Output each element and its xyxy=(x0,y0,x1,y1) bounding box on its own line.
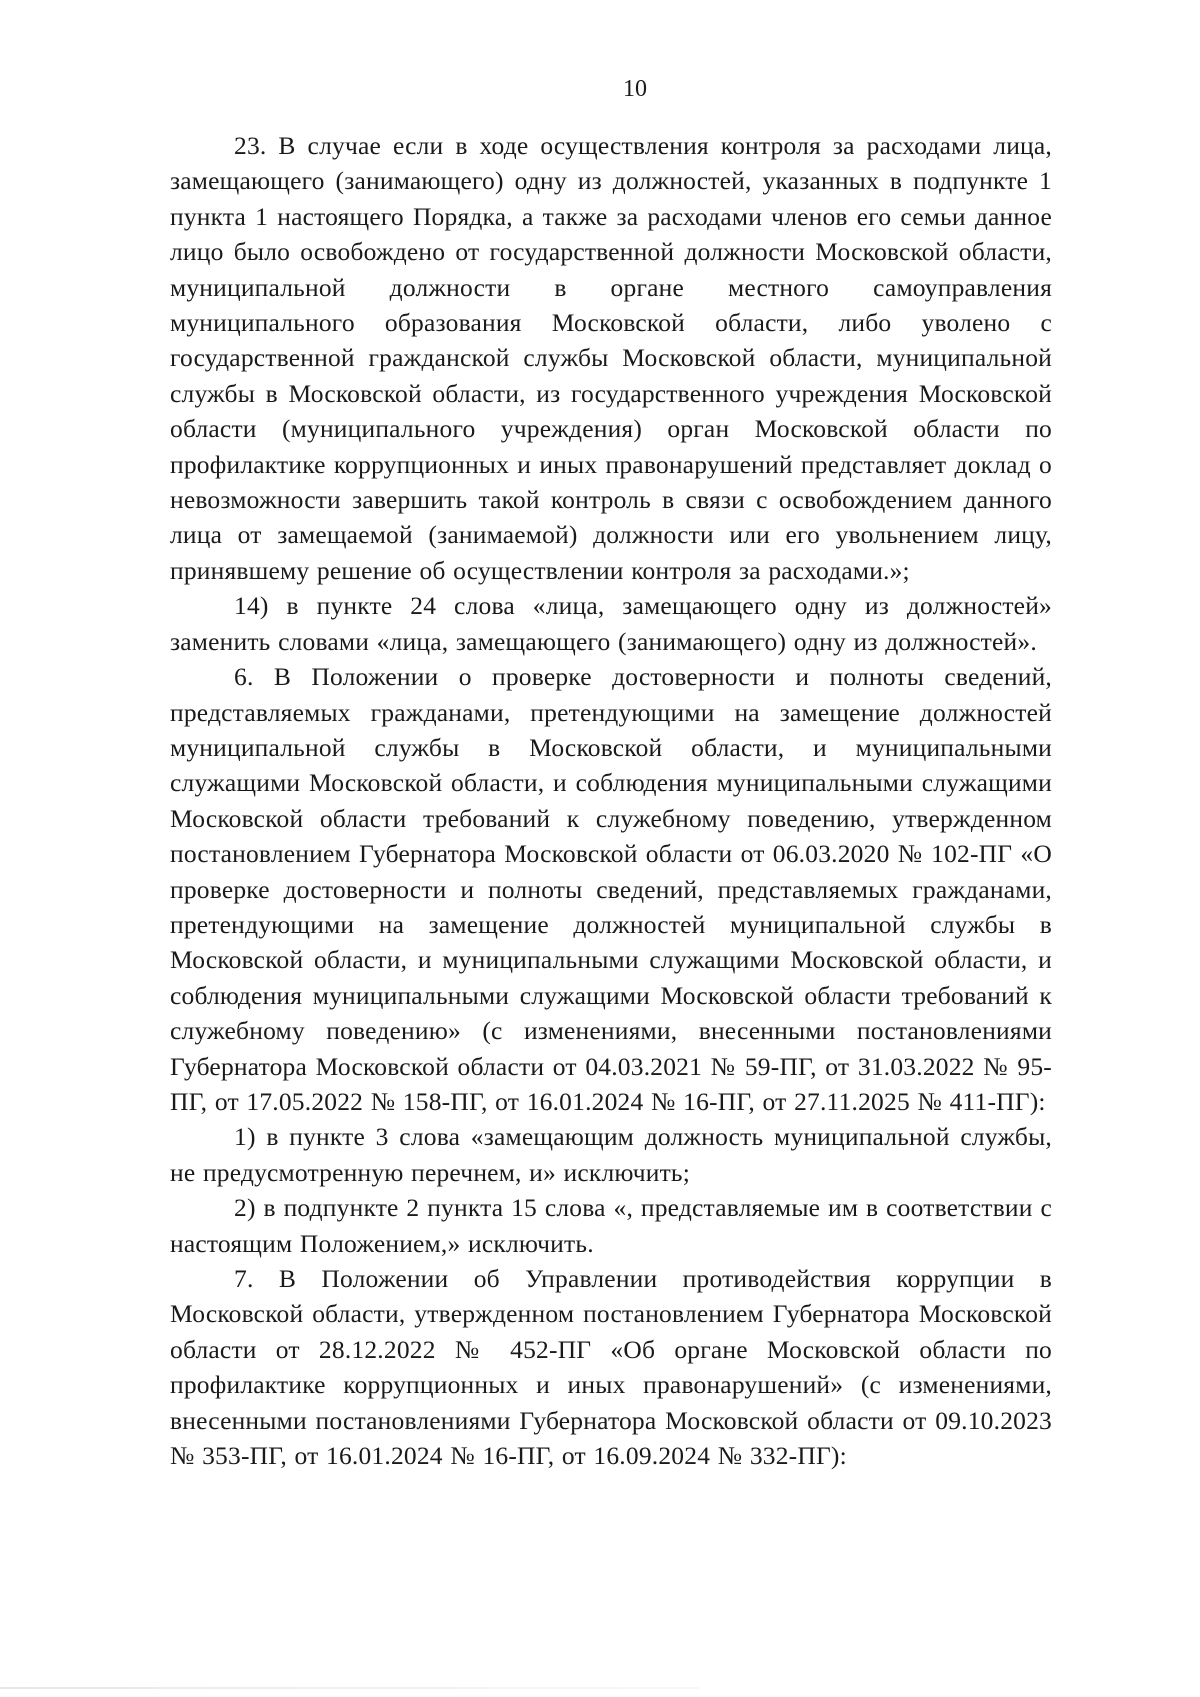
scan-edge-divider xyxy=(0,1687,700,1689)
paragraph-subitem-2: 2) в подпункте 2 пункта 15 слова «, представляемые им в соответствии с настоящим Положением,» исключить. xyxy=(170,1193,1052,1258)
paragraph-item-23: 23. В случае если в ходе осуществления контроля за расходами лица, замещающего (занимающего) одну из должностей, указанных в подпункте 1 пункта 1 настоящего Порядка, а также за расходами членов его семьи данное лицо было освобождено от государственной должности Московской области, муниципальной должности в органе местного самоуправления муниципального образования Московской области, либо уволено с государственной гражданской службы Московской области, муниципальной службы в Московской области, из государственного учреждения Московской области (муниципального учреждения) орган Московской области по профилактике коррупционных и иных правонарушений представляет доклад о невозможности завершить такой контроль в связи с освобождением данного лица от замещаемой (занимаемой) должности или его увольнением лицу, принявшему решение об осуществлении контроля за расходами.»; xyxy=(170,131,1052,585)
paragraph-item-6: 6. В Положении о проверке достоверности и полноты сведений, представляемых гражданами, претендующими на замещение должностей муниципальной службы в Московской области, и муниципальными служащими Московской области, и соблюдения муниципальными служащими Московской области требований к служебному поведению, утвержденном постановлением Губернатора Московской области от 06.03.2020 № 102-ПГ «О проверке достоверности и полноты сведений, представляемых гражданами, претендующими на замещение должностей муниципальной службы в Московской области, и муниципальными служащими Московской области, и соблюдения муниципальными служащими Московской области требований к служебному поведению» (с изменениями, внесенными постановлениями Губернатора Московской области от 04.03.2021 № 59-ПГ, от 31.03.2022 № 95-ПГ, от 17.05.2022 № 158-ПГ, от 16.01.2024 № 16-ПГ, от 27.11.2025 № 411-ПГ): xyxy=(170,662,1052,1116)
paragraph-item-7: 7. В Положении об Управлении противодействия коррупции в Московской области, утвержденном постановлением Губернатора Московской области от 28.12.2022 № 452-ПГ «Об органе Московской области по профилактике коррупционных и иных правонарушений» (с изменениями, внесенными постановлениями Губернатора Московской области от 09.10.2023 № 353-ПГ, от 16.01.2024 № 16-ПГ, от 16.09.2024 № 332-ПГ): xyxy=(170,1264,1052,1471)
paragraph-subitem-1: 1) в пункте 3 слова «замещающим должность муниципальной службы, не предусмотренную перечнем, и» исключить; xyxy=(170,1122,1052,1187)
paragraph-subitem-14: 14) в пункте 24 слова «лица, замещающего одну из должностей» заменить словами «лица, замещающего (занимающего) одну из должностей». xyxy=(170,591,1052,656)
page-number: 10 xyxy=(623,76,647,102)
document-body xyxy=(170,128,1052,1473)
